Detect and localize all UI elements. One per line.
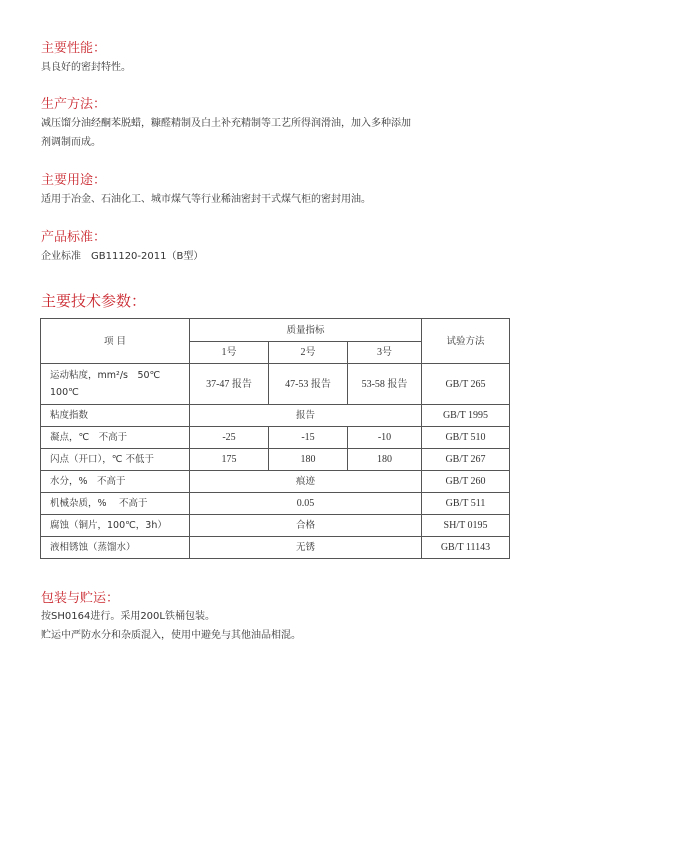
standard-text: 企业标准 GB11120-2011（B型） [41,251,204,262]
row-label: 腐蚀（铜片，100℃，3h） [41,515,190,537]
packaging-heading: 包装与贮运： [41,591,120,606]
row-merged-value: 0.05 [190,493,422,515]
row-value: -15 [269,427,348,449]
row-value: 37-47 报告 [190,364,269,405]
row-method: GB/T 265 [422,364,510,405]
row-method: GB/T 260 [422,471,510,493]
row-value: -10 [348,427,422,449]
header-quality: 质量指标 [190,319,422,342]
row-value: 53-58 报告 [348,364,422,405]
row-value: 180 [269,449,348,471]
table-row [41,471,510,493]
packaging-text-line-2: 贮运中严防水分和杂质混入，使用中避免与其他油品相混。 [41,630,301,641]
header-method: 试验方法 [422,319,510,364]
tech-params-table [40,318,510,559]
row-label-line-2: 100℃ [50,387,79,398]
row-method: GB/T 510 [422,427,510,449]
row-method: SH/T 0195 [422,515,510,537]
table-row [41,364,510,405]
usage-heading: 主要用途： [41,173,107,188]
row-method: GB/T 511 [422,493,510,515]
row-method: GB/T 11143 [422,537,510,559]
row-label: 机械杂质，% 不高于 [41,493,190,515]
row-method: GB/T 1995 [422,405,510,427]
header-grade-2: 2号 [269,342,348,364]
production-text-line-2: 剂调制而成。 [41,137,101,148]
header-item: 项 目 [41,319,190,364]
table-row [41,515,510,537]
row-value: -25 [190,427,269,449]
header-grade-1: 1号 [190,342,269,364]
row-value: 175 [190,449,269,471]
table-header-row [41,319,510,342]
table-row [41,493,510,515]
row-label: 液相锈蚀（蒸馏水） [41,537,190,559]
performance-text: 具良好的密封特性。 [41,62,131,73]
row-label [41,364,190,405]
table-row [41,537,510,559]
header-grade-3: 3号 [348,342,422,364]
table-row [41,405,510,427]
performance-heading: 主要性能： [41,41,107,56]
row-label: 凝点，℃ 不高于 [41,427,190,449]
row-label: 粘度指数 [41,405,190,427]
row-label-line-1: 运动粘度，mm²/s 50℃ [50,370,161,381]
row-merged-value: 合格 [190,515,422,537]
production-heading: 生产方法： [41,97,107,112]
row-merged-value: 痕迹 [190,471,422,493]
usage-text: 适用于冶金、石油化工、城市煤气等行业稀油密封干式煤气柜的密封用油。 [41,194,371,205]
production-text-line-1: 减压馏分油经酮苯脱蜡，糠醛精制及白土补充精制等工艺所得润滑油，加入多种添加 [41,118,411,129]
table-row [41,449,510,471]
standard-heading: 产品标准： [41,230,107,245]
row-merged-value: 报告 [190,405,422,427]
row-label: 水分，% 不高于 [41,471,190,493]
packaging-text-line-1: 按SH0164进行。采用200L铁桶包装。 [41,611,215,622]
row-value: 180 [348,449,422,471]
row-merged-value: 无锈 [190,537,422,559]
tech-params-heading: 主要技术参数： [41,292,147,310]
row-method: GB/T 267 [422,449,510,471]
row-label: 闪点（开口），℃ 不低于 [41,449,190,471]
table-row [41,427,510,449]
row-value: 47-53 报告 [269,364,348,405]
